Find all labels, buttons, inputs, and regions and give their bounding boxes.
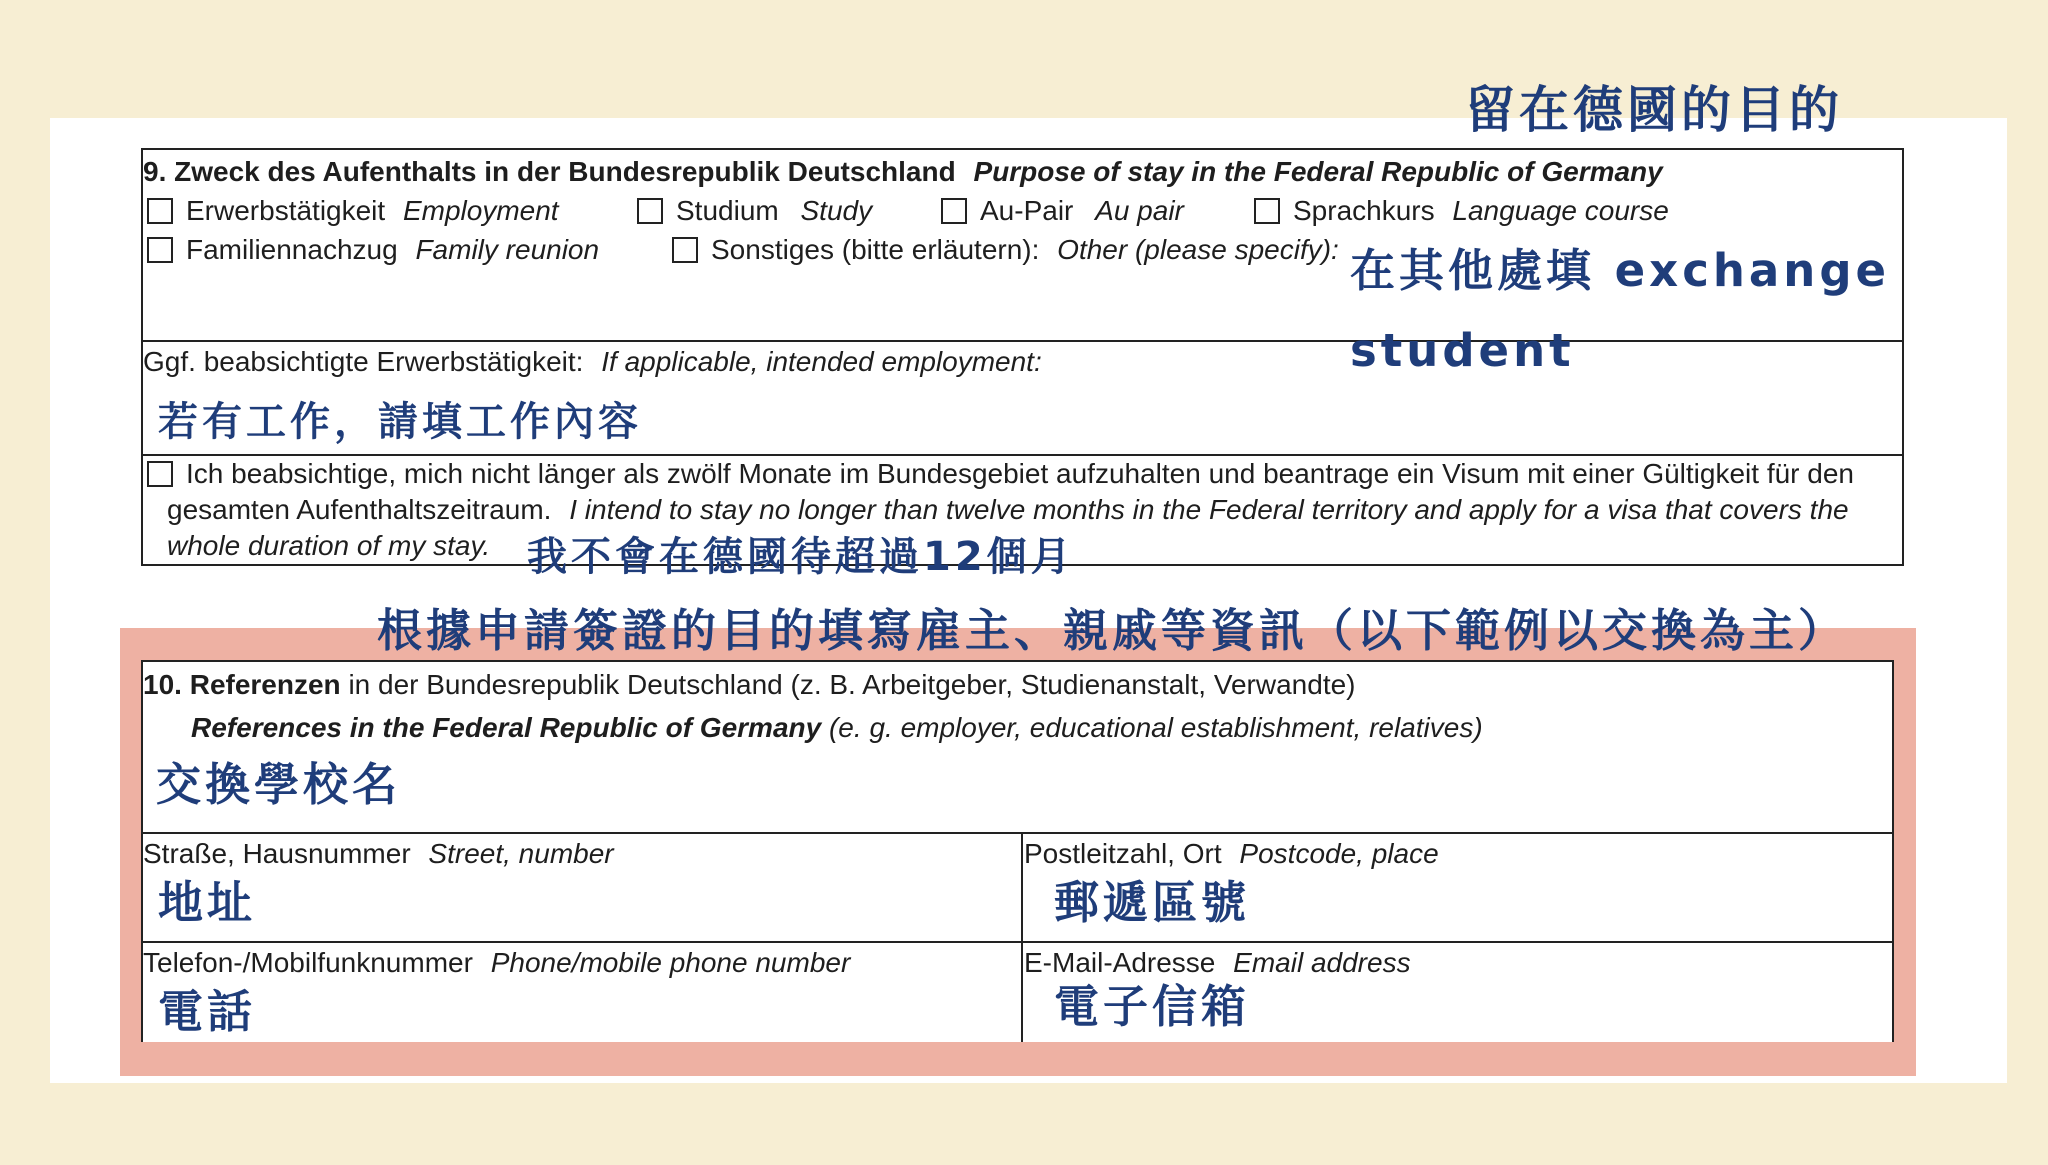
employment-label: Ggf. beabsichtigte Erwerbstätigkeit: If applicable, intended employment: [143, 346, 1042, 377]
email-note: 電子信箱 [1054, 980, 1251, 1033]
checkbox-family-reunion[interactable] [147, 237, 173, 263]
checkbox-study[interactable] [637, 198, 663, 224]
option-employment: Erwerbstätigkeit Employment [186, 195, 559, 226]
references-intro-note: 根據申請簽證的目的填寫雇主、親戚等資訊（以下範例以交換為主） [377, 604, 1848, 657]
postcode-note: 郵遞區號 [1054, 876, 1251, 929]
section9-title-en: Purpose of stay in the Federal Republic of Germany [973, 156, 1663, 187]
school-name-note: 交換學校名 [156, 758, 402, 811]
section10-title-de: 10. Referenzen in der Bundesrepublik Deutschland (z. B. Arbeitgeber, Studienanstalt, Verwandte) [143, 669, 1356, 700]
twelve-months-note: 我不會在德國待超過12個月 [527, 534, 1075, 580]
checkbox-other[interactable] [672, 237, 698, 263]
phone-label: Telefon-/Mobilfunknummer Phone/mobile phone number [143, 947, 851, 978]
option-language-course: Sprachkurs Language course [1293, 195, 1669, 226]
heading-purpose-note: 留在德國的目的 [1465, 81, 1843, 139]
declaration-line-1: Ich beabsichtige, mich nicht länger als zwölf Monate im Bundesgebiet aufzuhalten und beantrage ein Visum mit einer Gültigkeit für den [186, 458, 1854, 489]
section9-divider-2 [141, 454, 1904, 456]
declaration-line-3: whole duration of my stay. [167, 530, 491, 561]
section9-divider-1 [141, 340, 1904, 342]
declaration-line-2: gesamten Aufenthaltszeitraum. I intend to stay no longer than twelve months in the Federal territory and apply for a visa that covers the [167, 494, 1849, 525]
checkbox-twelve-months[interactable] [147, 461, 173, 487]
section10-title-en: References in the Federal Republic of Germany (e. g. employer, educational establishment, relatives) [191, 712, 1483, 743]
checkbox-employment[interactable] [147, 198, 173, 224]
other-fill-note-2: student [1350, 324, 1575, 377]
section9-title-de: 9. Zweck des Aufenthalts in der Bundesrepublik Deutschland [143, 156, 956, 187]
section9-title [143, 155, 1663, 189]
option-family-reunion: Familiennachzug Family reunion [186, 234, 600, 265]
option-au-pair: Au-Pair Au pair [980, 195, 1184, 226]
option-study: Studium Study [676, 195, 873, 226]
phone-note: 電話 [158, 985, 257, 1038]
section10-column-divider [1021, 832, 1023, 1042]
street-label: Straße, Hausnummer Street, number [143, 838, 614, 869]
email-label: E-Mail-Adresse Email address [1024, 947, 1411, 978]
address-note: 地址 [158, 876, 257, 929]
checkbox-au-pair[interactable] [941, 198, 967, 224]
option-other: Sonstiges (bitte erläutern): Other (please specify): [711, 234, 1339, 265]
postcode-label: Postleitzahl, Ort Postcode, place [1024, 838, 1439, 869]
checkbox-language-course[interactable] [1254, 198, 1280, 224]
section10-divider-1 [141, 832, 1894, 834]
employment-fill-note: 若有工作，請填工作內容 [158, 399, 642, 445]
other-fill-note-1: 在其他處填 exchange [1350, 244, 1891, 297]
section10-divider-2 [141, 941, 1894, 943]
